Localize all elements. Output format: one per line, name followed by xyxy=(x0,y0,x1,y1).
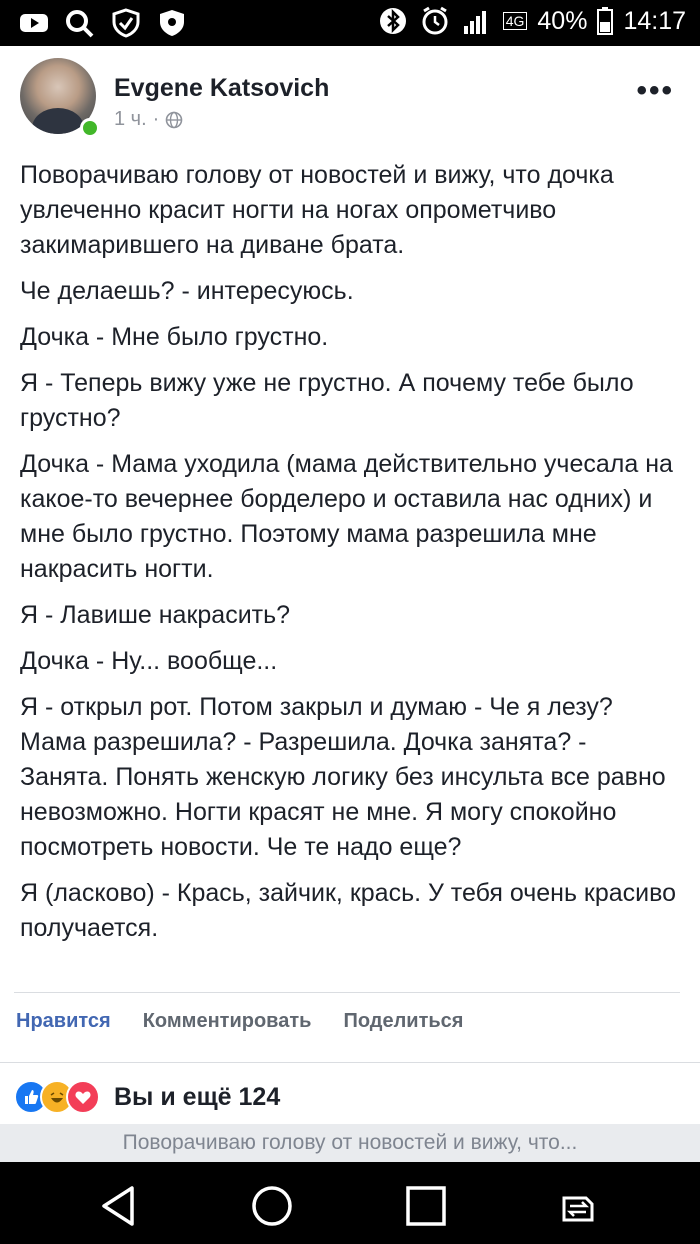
status-left-icons xyxy=(18,8,188,38)
status-right xyxy=(377,6,686,36)
post-paragraph: Дочка - Ну... вообще... xyxy=(20,647,278,675)
bluetooth-icon xyxy=(377,6,409,36)
alarm-icon xyxy=(419,6,451,36)
post-paragraph: Я - открыл рот. Потом закрыл и думаю - Че я лезу? Мама разрешила? - Разрешила. Дочка занята? - Занята. Понять женскую логику без инсульта все равно невозможно. Ногти красят не мне. Я могу спокойно посмотреть новости. Че те надо еще? xyxy=(20,693,666,861)
comment-button[interactable]: Комментировать xyxy=(142,1010,312,1032)
shield-check-icon xyxy=(110,8,142,38)
search-icon xyxy=(64,8,96,38)
post-preview-bar[interactable]: Поворачиваю голову от новостей и вижу, что... xyxy=(0,1124,700,1162)
navigation-bar xyxy=(0,1162,700,1244)
signal-icon xyxy=(461,6,493,36)
post-time[interactable]: 1 ч. xyxy=(114,108,147,130)
shield-icon xyxy=(156,8,188,38)
reactions-count: Вы и ещё 124 xyxy=(114,1082,281,1111)
battery-percent: 40% xyxy=(537,6,588,35)
love-reaction-icon xyxy=(66,1080,100,1114)
post-header xyxy=(20,58,680,142)
battery-icon xyxy=(597,7,613,35)
divider xyxy=(0,1062,700,1063)
online-indicator xyxy=(80,118,100,138)
post-paragraph: Я - Теперь вижу уже не грустно. А почему тебе было грустно? xyxy=(20,369,634,432)
status-bar xyxy=(0,0,700,46)
post-body xyxy=(20,158,680,957)
recents-icon[interactable] xyxy=(404,1184,448,1228)
post-paragraph: Че делаешь? - интересуюсь. xyxy=(20,277,354,305)
post-paragraph: Поворачиваю голову от новостей и вижу, что дочка увлеченно красит ногти на ногах опрометчиво закимарившего на диване брата. xyxy=(20,161,614,259)
action-bar xyxy=(16,1010,463,1033)
meta-separator: · xyxy=(152,108,160,130)
reactions-summary[interactable] xyxy=(14,1080,280,1114)
share-button[interactable]: Поделиться xyxy=(343,1010,464,1032)
post-paragraph: Я (ласково) - Крась, зайчик, крась. У тебя очень красиво получается. xyxy=(20,879,677,942)
post-meta xyxy=(114,108,183,131)
clock: 14:17 xyxy=(623,6,686,35)
switch-sim-icon[interactable] xyxy=(556,1184,600,1228)
globe-icon xyxy=(165,111,183,129)
post-paragraph: Дочка - Мама уходила (мама действительно учесала на какое-то вечернее борделеро и оставила нас одних) и мне было грустно. Поэтому мама разрешила мне накрасить ногти. xyxy=(20,450,673,583)
more-options-icon[interactable]: ••• xyxy=(636,74,674,107)
like-button[interactable]: Нравится xyxy=(16,1010,111,1032)
video-icon xyxy=(18,8,50,38)
home-icon[interactable] xyxy=(250,1184,294,1228)
back-icon[interactable] xyxy=(98,1184,142,1228)
post-paragraph: Я - Лавише накрасить? xyxy=(20,601,291,629)
network-type: 4G xyxy=(503,12,528,30)
author-name[interactable]: Evgene Katsovich xyxy=(114,74,330,102)
divider xyxy=(14,992,680,993)
post-paragraph: Дочка - Мне было грустно. xyxy=(20,323,329,351)
